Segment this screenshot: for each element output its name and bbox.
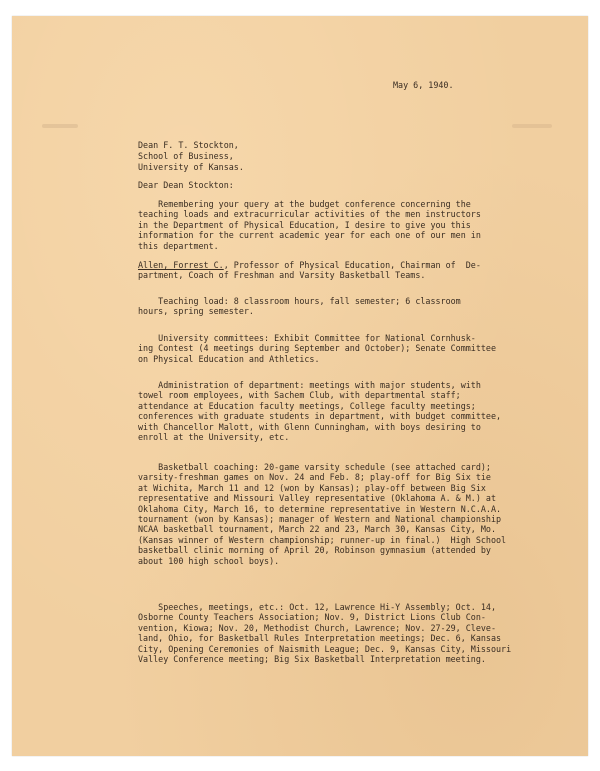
text-line: varsity-freshman games on Nov. 24 and Feb. 8; play-off for Big Six tie bbox=[138, 472, 491, 483]
address-line: School of Business, bbox=[138, 151, 234, 161]
text-line: information for the current academic year for each one of our men in bbox=[138, 230, 481, 241]
administration-paragraph bbox=[138, 380, 558, 442]
text-line: attendance at Education faculty meetings, College faculty meetings; bbox=[138, 400, 476, 411]
text-line: in the Department of Physical Education, I desire to give you this bbox=[138, 219, 471, 230]
salutation: Dear Dean Stockton: bbox=[138, 180, 234, 190]
committees-paragraph bbox=[138, 333, 558, 364]
text-line: this department. bbox=[138, 240, 219, 251]
text-line: Oklahoma City, March 16, to determine representative in Western N.C.A.A. bbox=[138, 503, 502, 514]
address-line: University of Kansas. bbox=[138, 162, 244, 172]
text-line: land, Ohio, for Basketball Rules Interpretation meetings; Dec. 6, Kansas bbox=[138, 633, 502, 644]
intro-paragraph bbox=[138, 199, 558, 251]
text-line: basketball clinic morning of April 20, Robinson gymnasium (attended by bbox=[138, 545, 491, 556]
text-line: about 100 high school boys). bbox=[138, 555, 280, 566]
text-line: Administration of department: meetings with major students, with bbox=[138, 380, 481, 390]
text-segment: , Professor of Physical Education, Chairman of De- bbox=[223, 260, 481, 270]
text-line: representative and Missouri Valley representative (Oklahoma A. & M.) at bbox=[138, 493, 496, 504]
text-line: (Kansas winner of Western championship; runner-up in final.) High School bbox=[138, 534, 507, 545]
paper-smudge bbox=[512, 124, 552, 128]
text-line: Speeches, meetings, etc.: Oct. 12, Lawrence Hi-Y Assembly; Oct. 14, bbox=[138, 602, 496, 612]
text-line: NCAA basketball tournament, March 22 and 23, March 30, Kansas City, Mo. bbox=[138, 524, 496, 535]
allen-heading-paragraph bbox=[138, 260, 558, 281]
speeches-paragraph bbox=[138, 602, 558, 664]
basketball-paragraph bbox=[138, 462, 558, 566]
text-line: tournament (won by Kansas); manager of Western and National championship bbox=[138, 514, 502, 525]
text-line: with Chancellor Malott, with Glenn Cunningham, with boys desiring to bbox=[138, 421, 481, 432]
recipient-address bbox=[138, 140, 244, 173]
text-line: Remembering your query at the budget conference concerning the bbox=[138, 199, 471, 209]
letter-date: May 6, 1940. bbox=[393, 80, 454, 90]
text-line: at Wichita, March 11 and 12 (won by Kansas); play-off between Big Six bbox=[138, 482, 486, 493]
text-line: Basketball coaching: 20-game varsity schedule (see attached card); bbox=[138, 462, 491, 472]
text-line: ing Contest (4 meetings during September and October); Senate Committee bbox=[138, 343, 496, 354]
address-line: Dean F. T. Stockton, bbox=[138, 140, 239, 150]
text-line: Teaching load: 8 classroom hours, fall semester; 6 classroom bbox=[138, 296, 461, 306]
text-line: conferences with graduate students in department, with budget committee, bbox=[138, 411, 502, 422]
allen-name: Allen, Forrest C. bbox=[138, 260, 224, 270]
text-line: Valley Conference meeting; Big Six Basketball Interpretation meeting. bbox=[138, 654, 486, 665]
teaching-load-paragraph bbox=[138, 296, 558, 317]
text-line: on Physical Education and Athletics. bbox=[138, 353, 320, 364]
text-line: teaching loads and extracurricular activities of the men instructors bbox=[138, 209, 481, 220]
text-line: hours, spring semester. bbox=[138, 306, 254, 317]
text-line: enroll at the University, etc. bbox=[138, 432, 290, 443]
text-line: vention, Kiowa; Nov. 20, Methodist Church, Lawrence; Nov. 27-29, Cleve- bbox=[138, 622, 496, 633]
paper-smudge bbox=[42, 124, 78, 128]
text-line bbox=[138, 260, 558, 270]
text-line: City, Opening Ceremonies of Naismith League; Dec. 9, Kansas City, Missouri bbox=[138, 643, 512, 654]
text-line: Osborne County Teachers Association; Nov. 9, District Lions Club Con- bbox=[138, 612, 486, 623]
text-line: partment, Coach of Freshman and Varsity Basketball Teams. bbox=[138, 270, 426, 281]
text-line: towel room employees, with Sachem Club, with departmental staff; bbox=[138, 390, 461, 401]
text-line: University committees: Exhibit Committee for National Cornhusk- bbox=[138, 333, 476, 343]
